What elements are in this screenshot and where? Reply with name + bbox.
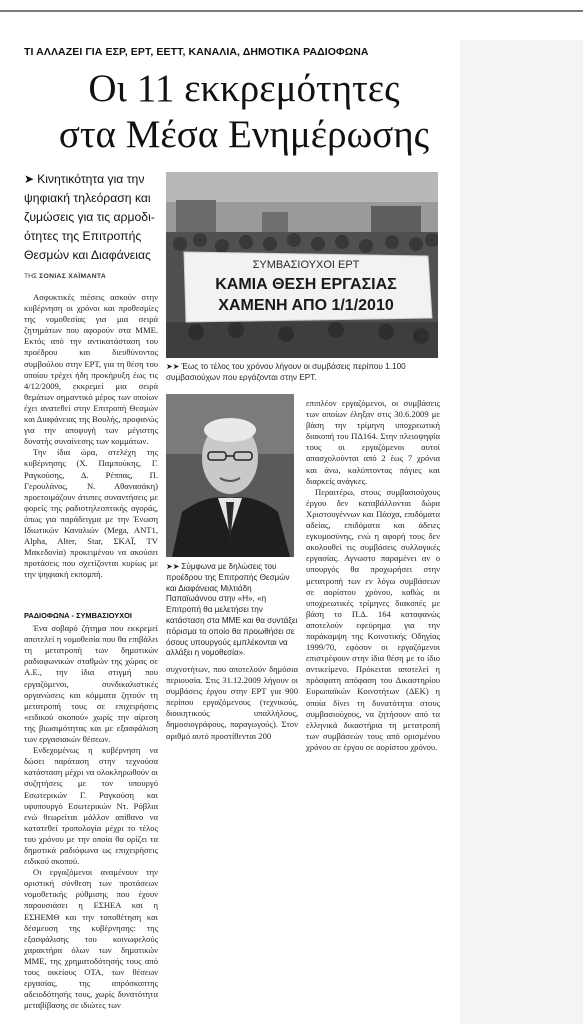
- arrow-icon: ➤➤: [166, 562, 180, 571]
- standfirst-line: ψηφιακή τηλεόραση και: [24, 191, 151, 205]
- banner-text-1: ΣΥΜΒΑΣΙΟΥΧΟΙ ΕΡΤ: [252, 259, 360, 271]
- banner-text-3: ΧΑΜΕΝΗ ΑΠΟ 1/1/2010: [218, 297, 394, 314]
- byline-author: ΣΟΝΙΑΣ ΧΑΪΜΑΝΤΑ: [39, 273, 107, 280]
- article-kicker: ΤΙ ΑΛΛΑΖΕΙ ΓΙΑ ΕΣΡ, ΕΡΤ, ΕΕΤΤ, ΚΑΝΑΛΙΑ, ΔΗΜΟΤΙΚΑ ΡΑΔΙΟΦΩΝΑ: [24, 46, 369, 58]
- arrow-icon: ➤: [24, 172, 35, 186]
- standfirst-line: ότητες της Επιτροπής: [24, 229, 142, 243]
- article-headline: [24, 66, 464, 158]
- page-margin-strip: [460, 40, 583, 1024]
- banner-text-2: ΚΑΜΙΑ ΘΕΣΗ ΕΡΓΑΣΙΑΣ: [215, 276, 397, 293]
- standfirst-line: Θεσμών και Διαφάνειας: [24, 248, 151, 262]
- body-paragraph: επιπλέον εργαζόμενοι, οι συμβάσεις των οποίων έληξαν στις 30.6.2009 με βάση την τρίμηνη υποχρεωτική διακοπή του ΠΔ164. Στην πλειοψηφία τους οι εργαζόμενοι αυτοί απασχολούνται από 2 έως 7 χρόνια και άνω, καλύπτοντας πάγιες και διαρκείς ανάγκες.: [306, 398, 440, 486]
- protest-photo: [166, 172, 438, 358]
- top-rule: [0, 10, 583, 12]
- protest-photo-graphic: [166, 172, 438, 358]
- headline-line-2: στα Μέσα Ενημέρωσης: [58, 113, 430, 156]
- photo-caption-2: [166, 562, 298, 659]
- section-subhead: ΡΑΔΙΟΦΩΝΑ - ΣΥΜΒΑΣΙΟΥΧΟΙ: [24, 611, 132, 620]
- body-paragraph: Περαιτέρω, στους συμβασιούχους έργου δεν καταβάλλονται δώρα Χριστουγέννων και Πάσχα, επιδόματα αδείας, επιδόματα και άδειες εγκυμοσύνης, ενώ η αφορή τους δεν ακολουθεί τις συμβάσεις συλλογικές εργασίας. Αγνωστο παραμένει αν ο υπουργός θα προχωρήσει στην μετατροπή των εν λόγω συμβάσεων σε αορίστου χρόνου, καθώς οι υποχρεωτικές τρίμηνες διακοπές με βάση το Π.Δ. 164 καταφανώς αποτελούν εφεύρημα για την παράκαμψη της Κοινοτικής Οδηγίας 1999/70, εφόσον οι εργαζόμενοι επιστρέφουν στην ίδια θέση με το ίδιο αντικείμενο. Πρόκειται αποτελεί η πρόσφατη απόφαση του Δικαστηρίου Ευρωπαϊκών Κοινοτήτων (ΔΕΚ) η οποία δίνει τη δυνατότητα στους συμβασιούχους, να ζητήσουν από τα ελληνικά δικαστήρια τη μετατροπή των συμβάσεών τους από ορισμένου χρόνου σε έργου σε αορίστου χρόνου.: [306, 486, 440, 752]
- headline-line-1: Οι 11 εκκρεμότητες: [88, 67, 400, 110]
- body-column-1: [24, 292, 158, 580]
- caption-text: Έως το τέλος του χρόνου λήγουν οι συμβάσεις περίπου 1.100 συμβασιούχων που εργάζονται στην ΕΡΤ.: [166, 362, 406, 382]
- portrait-photo: [166, 394, 294, 557]
- byline: [24, 273, 158, 280]
- body-column-1-continued: [24, 610, 158, 1011]
- standfirst-line: Κινητικότητα για την: [37, 172, 145, 186]
- body-paragraph: συχνοτήτων, που αποτελούν δημόσια περιουσία. Στις 31.12.2009 λήγουν οι συμβάσεις έργου στην ΕΡΤ για 900 περίπου εργαζόμενους (τεχνικούς, διοικητικούς υπαλλήλους, δημοσιογράφους, παραγωγούς). Στον αριθμό αυτό προστίθενται 200: [166, 664, 298, 741]
- arrow-icon: ➤➤: [166, 362, 180, 371]
- body-paragraph: Ενδεχομένως η κυβέρνηση να δώσει παράταση στην τεχνούσα κατάσταση μέχρι να ολοκληρωθούν οι συζητήσεις με τον υπουργό Εσωτερικών Γ. Ραγκούση και υφυπουργό Εσωτερικών Ντ. Ρόβλια ενώ θεωρείται μάλλον απίθανο να κατατεθεί τροπολογία μέχρι το τέλος του χρόνου με την οποία θα ορίζει τα δημοτικά ραδιόφωνα ως επιχειρήσεις ειδικού σκοπού.: [24, 745, 158, 867]
- body-paragraph: Ένα σοβαρό ζήτημα που εκκρεμεί αποτελεί η νομοθεσία που θα επιβάλει τη μετατροπή των δημοτικών ραδιοφωνικών σταθμών της χώρας σε Α.Ε., την ίδια στιγμή που εργαζόμενοι, συνδικαλιστικές οργανώσεις και κόμματα ζητούν τη μετατροπή τους σε επιχειρήσεις «ειδικού σκοπού» χωρίς την αίρεση της βιωσιμότητας και με εξασφάλιση των εργασιακών θέσεων.: [24, 623, 158, 745]
- caption-text: Σύμφωνα με δηλώσεις του προέδρου της Επιτροπής Θεσμών και Διαφάνειας Μιλτιάδη Παπαϊωάννου στην «Η», «η Επιτροπή θα μελετήσει την κατάσταση στα ΜΜΕ και θα συντάξει πόρισμα το οποίο θα προωθήσει σε όσους υπουργούς εμπλέκονται να αλλάξει η νομοθεσία».: [166, 562, 298, 658]
- byline-prefix: ΤΗΣ: [24, 273, 38, 280]
- body-column-3: [306, 398, 440, 753]
- body-column-2: [166, 664, 298, 742]
- body-paragraph: Ασφυκτικές πιέσεις ασκούν στην κυβέρνηση οι χρόνοι και προθεσμίες της νομοθεσίας για μια σειρά ζητημάτων που αφορούν στα ΜΜΕ. Εκτός από την αντικατάσταση του προέδρου και διευθύνοντος συμβούλου στην ΕΡΤ, για τη θέση του οποίου τρέχει ήδη προκήρυξη έως τις 4/12/2009, εκκρεμεί μια σειρά θεμάτων σημαντικό μέρος των οποίων έχει ανατεθεί στην Επιτροπή Θεσμών και Διαφάνειας της Βουλής, προφανώς για την αποφυγή των μέγιστης δυνατής συναίνεσης των κομμάτων.: [24, 292, 158, 447]
- photo-caption-1: [166, 361, 446, 383]
- standfirst-line: ζυμώσεις για τις αρμοδι-: [24, 210, 155, 224]
- article-standfirst: [24, 170, 158, 265]
- body-paragraph: Την ίδια ώρα, στελέχη της κυβέρνησης (Χ. Παμπούκης, Γ. Ραγκούσης, Δ. Ρέππας, Π. Γερουλάνος, Ν. Αθανασάκη) προετοιμάζουν άτυπες συναντήσεις με φορείς της ραδιοτηλεοπτικής αγοράς, όπως για παράδειγμα με την Ένωση Ιδιωτικών Καναλιών (Mega, ANT1, Alpha, Alter, Star, ΣΚΑΪ, TV Μακεδονία) προκειμένου να ακούσει προτάσεις που σχετίζονται κυρίως με την ψηφιακή εκπομπή.: [24, 447, 158, 580]
- portrait-photo-graphic: [166, 394, 294, 557]
- body-paragraph: Οι εργαζόμενοι αναμένουν την οριστική σύνθεση των προτάσεων νομοθετικής ρύθμισης που έχουν παρουσιάσει η ΕΣΗΕΑ και η ΕΣΗΕΜΘ και την τοποθέτηση και δέσμευση της κυβέρνησης: της εξασφάλισης του κοινωφελούς χαρακτήρα όλων των δημοτικών ΜΜΕ, της χρηματοδότησής τους από τους οικείους ΟΤΑ, των θέσεων εργασίας, της απρόσκοπτης αδειοδότησής τους, χωρίς δυνατότητα μεταβίβασης σε ιδιώτες των: [24, 867, 158, 1011]
